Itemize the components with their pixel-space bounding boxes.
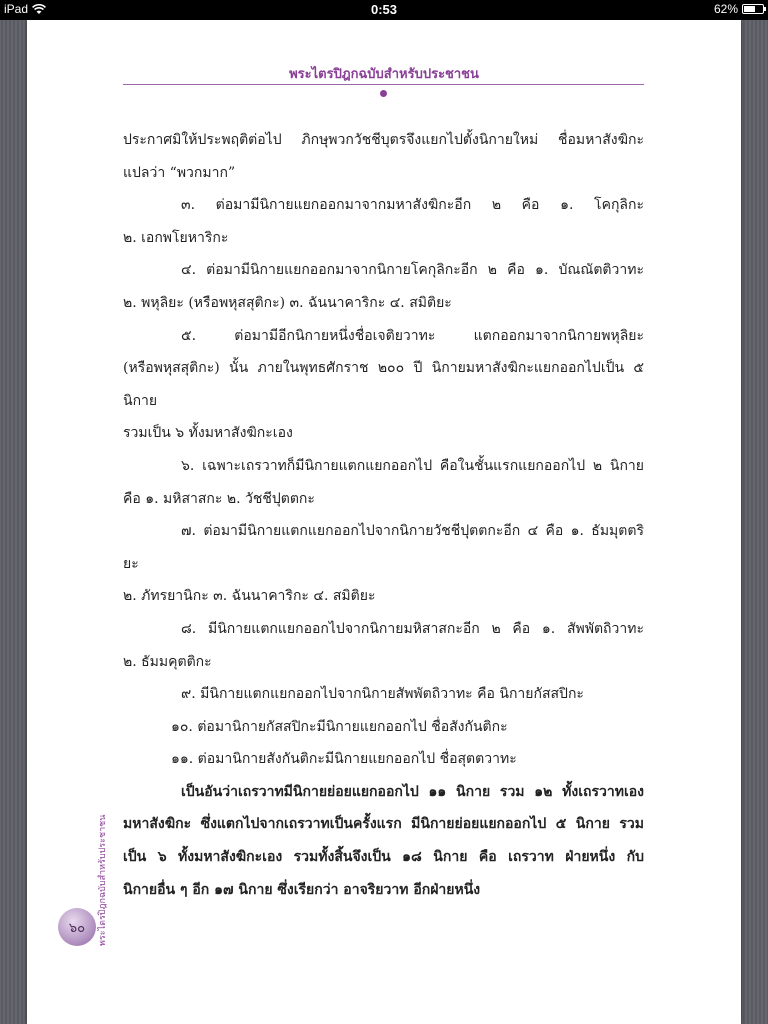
text-line: ๒. ภัทรยานิกะ ๓. ฉันนาคาริกะ ๔. สมิติยะ [123,588,376,605]
text-line: ๒. เอกพโยหาริกะ [123,229,229,246]
status-bar [0,0,768,20]
text-line: ๒. พหุลิยะ (หรือพหุสสุติกะ) ๓. ฉันนาคาริกะ ๔. สมิติยะ [123,294,452,311]
header-dot-ornament [380,90,387,97]
side-book-title: พระไตรปิฎกฉบับสำหรับประชาชน [98,814,108,946]
device-name: iPad [4,2,29,16]
text-line: ๒. ธัมมคุตติกะ [123,653,212,670]
page-header-title: พระไตรปิฎกฉบับสำหรับประชาชน [289,67,479,82]
text-line: ๕. ต่อมามีอีกนิกายหนึ่งชื่อเจติยวาทะ แตกออกมาจากนิกายพหุลิยะ [181,327,644,344]
text-line: ๙. มีนิกายแตกแยกออกไปจากนิกายสัพพัตถิวาทะ คือ นิกายกัสสปิกะ [181,686,584,703]
text-line: ๑๐. ต่อมานิกายกัสสปิกะมีนิกายแยกออกไป ชื่อสังกันติกะ [171,718,508,735]
text-line: นิกายอื่น ๆ อีก ๑๗ นิกาย ซึ่งเรียกว่า อาจริยวาท อีกฝ่ายหนึ่ง [123,881,481,898]
battery-fill [744,6,755,12]
text-line: ๓. ต่อมามีนิกายแยกออกมาจากมหาสังฆิกะอีก ๒ คือ ๑. โคกุลิกะ [181,197,644,214]
linen-left [0,20,26,1024]
text-line: คือ ๑. มหิสาสกะ ๒. วัชชีปุตตกะ [123,490,315,507]
status-right [714,2,764,16]
header-divider [123,84,644,85]
text-line: แปลว่า “พวกมาก” [123,164,236,181]
page-number-badge: ๖๐ [58,908,96,946]
text-line: เป็น ๖ ทั้งมหาสังฆิกะเอง รวมทั้งสิ้นจึงเป็น ๑๘ นิกาย คือ เถรวาท ฝ่ายหนึ่ง กับ [123,849,644,866]
text-line: เป็นอันว่าเถรวาทมีนิกายย่อยแยกออกไป ๑๑ นิกาย รวม ๑๒ ทั้งเถรวาทเอง [181,783,644,800]
battery-percent: 62% [713,2,738,16]
text-line: มหาสังฆิกะ ซึ่งแตกไปจากเถรวาทเป็นครั้งแรก มีนิกายย่อยแยกออกไป ๕ นิกาย รวม [123,816,644,833]
text-line: ๔. ต่อมามีนิกายแยกออกมาจากนิกายโคกุลิกะอีก ๒ คือ ๑. บัณณัตติวาทะ [181,262,644,279]
status-time: 0:53 [370,2,398,17]
text-line: รวมเป็น ๖ ทั้งมหาสังฆิกะเอง [123,425,293,442]
text-line: ๗. ต่อมามีนิกายแตกแยกออกไปจากนิกายวัชชีปุตตกะอีก ๔ คือ ๑. ธัมมุตตริยะ [123,523,644,572]
text-line: ๘. มีนิกายแตกแยกออกไปจากนิกายมหิสาสกะอีก ๒ คือ ๑. สัพพัตถิวาทะ [181,620,644,637]
page-body [123,124,644,906]
text-line: ๑๑. ต่อมานิกายสังกันติกะมีนิกายแยกออกไป ชื่อสุตตวาทะ [171,751,517,768]
text-line: ๖. เฉพาะเถรวาทก็มีนิกายแตกแยกออกไป คือในชั้นแรกแยกออกไป ๒ นิกาย [181,457,644,474]
linen-right [742,20,768,1024]
text-line: ประกาศมิให้ประพฤติต่อไป ภิกษุพวกวัชชีบุตรจึงแยกไปตั้งนิกายใหม่ ชื่อมหาสังฆิกะ [123,132,644,148]
text-line: (หรือพหุสสุติกะ) นั้น ภายในพุทธศักราช ๒๐๐ ปี นิกายมหาสังฆิกะแยกออกไปเป็น ๕ นิกาย [123,360,644,409]
battery-icon [742,4,764,14]
